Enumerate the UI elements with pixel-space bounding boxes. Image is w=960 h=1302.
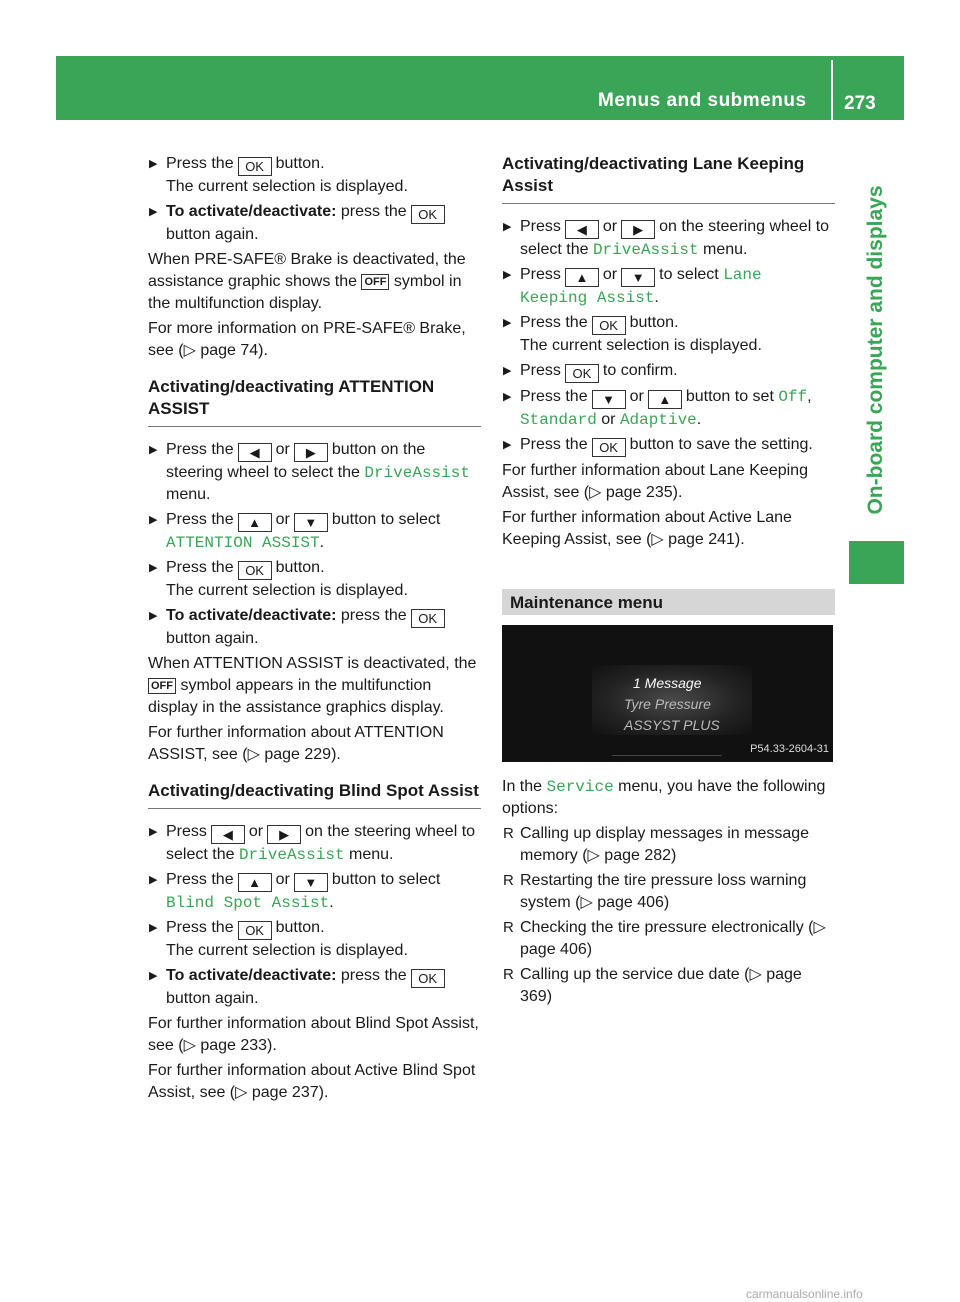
attention-assist-off-icon: OFF xyxy=(148,678,176,694)
down-key-icon: ▼ xyxy=(294,513,328,532)
paragraph: For further information about ATTENTION ASSIST, see (▷ page 229). xyxy=(148,724,444,763)
step: ▶ Press the OK button. The current selection is displayed. xyxy=(148,153,481,198)
menu-item-name: Lane Keeping Assist xyxy=(520,266,762,307)
section-heading: Activating/deactivating Lane Keeping Assist xyxy=(502,153,835,204)
step: ▶ Press the ▼ or ▲ button to set Off, Standard or Adaptive. xyxy=(502,386,835,431)
header-title: Menus and submenus xyxy=(598,90,807,111)
paragraph: For further information about Active Lane Keeping Assist, see (▷ page 241). xyxy=(502,509,792,548)
side-tab-label: On-board computer and displays xyxy=(864,185,887,515)
step: ▶ Press ◀ or ▶ on the steering wheel to select the DriveAssist menu. xyxy=(502,216,835,261)
menu-name: DriveAssist xyxy=(238,846,345,864)
up-key-icon: ▲ xyxy=(565,268,599,287)
menu-item-name: Blind Spot Assist xyxy=(166,894,330,912)
menu-item-name: ATTENTION ASSIST xyxy=(166,534,320,552)
left-key-icon: ◀ xyxy=(211,825,245,844)
up-key-icon: ▲ xyxy=(648,390,682,409)
display-divider xyxy=(612,755,722,756)
list-item: R Restarting the tire pressure loss warning system (▷ page 406) xyxy=(502,870,835,914)
header-divider xyxy=(831,60,833,120)
left-key-icon: ◀ xyxy=(565,220,599,239)
display-line-3: ASSYST PLUS xyxy=(624,717,720,733)
figure-id: P54.33-2604-31 xyxy=(750,743,829,755)
step: ▶ Press the ▲ or ▼ button to select ATTENTION ASSIST. xyxy=(148,509,481,554)
ok-key-icon: OK xyxy=(592,316,626,335)
step: ▶ To activate/deactivate: press the OK button again. xyxy=(148,201,481,246)
option-standard: Standard xyxy=(520,411,597,429)
step: ▶ To activate/deactivate: press the OK button again. xyxy=(148,965,481,1010)
down-key-icon: ▼ xyxy=(621,268,655,287)
step: ▶ Press OK to confirm. xyxy=(502,360,835,383)
menu-name: DriveAssist xyxy=(592,241,699,259)
section-heading: Activating/deactivating Blind Spot Assist xyxy=(148,780,481,809)
ok-key-icon: OK xyxy=(592,438,626,457)
right-column xyxy=(502,153,835,1011)
ok-key-icon: OK xyxy=(238,157,272,176)
option-adaptive: Adaptive xyxy=(619,411,697,429)
display-line-2: Tyre Pressure xyxy=(624,696,711,712)
menu-name: DriveAssist xyxy=(364,464,470,482)
right-key-icon: ▶ xyxy=(267,825,301,844)
step: ▶ Press the OK button. The current selection is displayed. xyxy=(148,557,481,602)
paragraph: For more information on PRE-SAFE® Brake, see (▷ page 74). xyxy=(148,320,466,359)
paragraph: In the Service menu, you have the following options: xyxy=(502,778,826,817)
step: ▶ Press ▲ or ▼ to select Lane Keeping Assist. xyxy=(502,264,835,309)
down-key-icon: ▼ xyxy=(592,390,626,409)
ok-key-icon: OK xyxy=(411,205,445,224)
list-item: R Calling up display messages in message memory (▷ page 282) xyxy=(502,823,835,867)
up-key-icon: ▲ xyxy=(238,873,272,892)
ok-key-icon: OK xyxy=(411,969,445,988)
ok-key-icon: OK xyxy=(238,561,272,580)
step: ▶ Press the OK button. The current selection is displayed. xyxy=(148,917,481,962)
right-key-icon: ▶ xyxy=(621,220,655,239)
multifunction-display-image xyxy=(502,625,833,762)
option-off: Off xyxy=(778,388,808,406)
ok-key-icon: OK xyxy=(411,609,445,628)
list-item: R Calling up the service due date (▷ page 369) xyxy=(502,964,835,1008)
up-key-icon: ▲ xyxy=(238,513,272,532)
down-key-icon: ▼ xyxy=(294,873,328,892)
page-number: 273 xyxy=(844,93,876,114)
ok-key-icon: OK xyxy=(238,921,272,940)
list-item: R Checking the tire pressure electronically (▷ page 406) xyxy=(502,917,835,961)
right-key-icon: ▶ xyxy=(294,443,328,462)
step: ▶ Press the OK button. The current selection is displayed. xyxy=(502,312,835,357)
paragraph: When ATTENTION ASSIST is deactivated, the OFF symbol appears in the multifunction display in the assistance graphics display. xyxy=(148,655,477,716)
ok-key-icon: OK xyxy=(565,364,599,383)
step: ▶ Press the ▲ or ▼ button to select Blind Spot Assist. xyxy=(148,869,481,914)
display-line-1: 1 Message xyxy=(633,675,702,691)
maintenance-menu-heading: Maintenance menu xyxy=(502,589,835,615)
paragraph: For further information about Blind Spot Assist, see (▷ page 233). xyxy=(148,1015,479,1054)
step: ▶ Press the ◀ or ▶ button on the steering wheel to select the DriveAssist menu. xyxy=(148,439,481,506)
section-heading: Activating/deactivating ATTENTION ASSIST xyxy=(148,376,481,427)
side-tab-marker xyxy=(849,541,904,584)
step: ▶ Press the OK button to save the setting. xyxy=(502,434,835,457)
step: ▶ To activate/deactivate: press the OK button again. xyxy=(148,605,481,650)
left-key-icon: ◀ xyxy=(238,443,272,462)
paragraph: For further information about Active Blind Spot Assist, see (▷ page 237). xyxy=(148,1062,476,1101)
paragraph: For further information about Lane Keeping Assist, see (▷ page 235). xyxy=(502,462,808,501)
left-column xyxy=(148,153,481,1107)
menu-name: Service xyxy=(546,778,614,796)
watermark: carmanualsonline.info xyxy=(746,1287,863,1301)
step: ▶ Press ◀ or ▶ on the steering wheel to select the DriveAssist menu. xyxy=(148,821,481,866)
paragraph: When PRE-SAFE® Brake is deactivated, the assistance graphic shows the OFF symbol in the multifunction display. xyxy=(148,251,466,312)
pre-safe-off-icon: OFF xyxy=(361,274,389,290)
